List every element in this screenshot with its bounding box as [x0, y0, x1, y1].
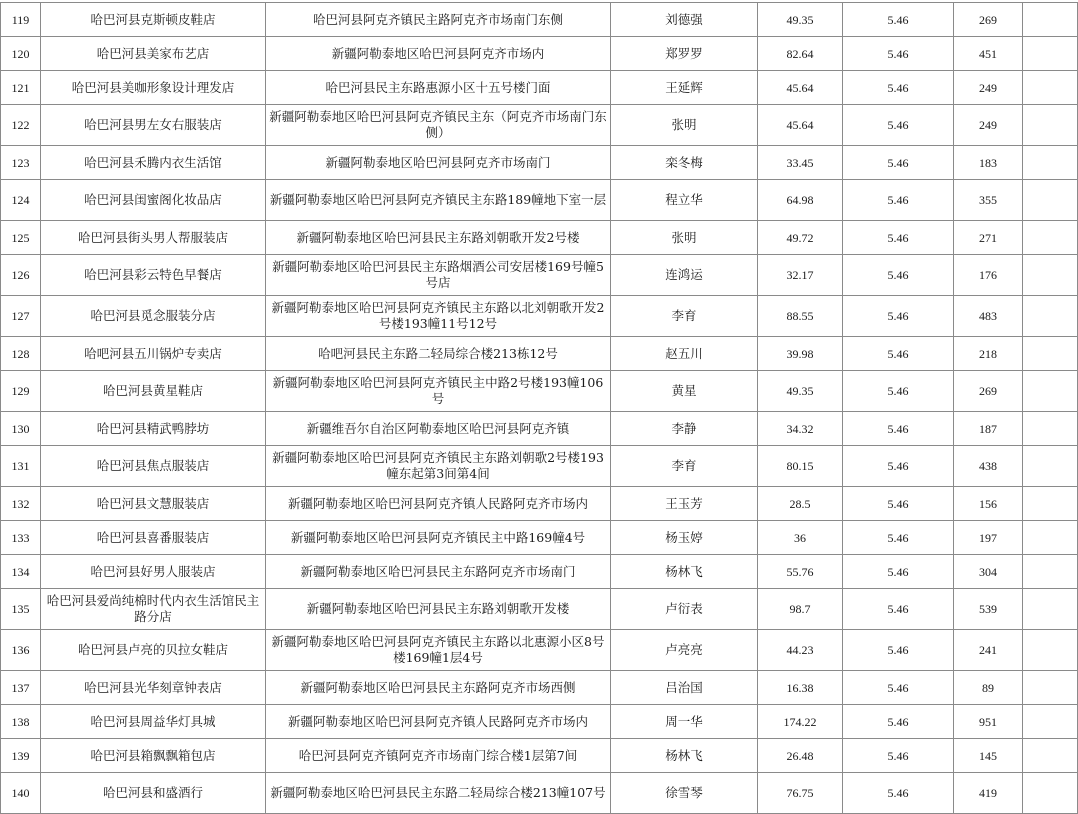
row-number-cell: 137 [1, 671, 41, 705]
rate-cell: 5.46 [843, 487, 954, 521]
row-number-cell: 139 [1, 739, 41, 773]
table-body [1, 3, 1078, 814]
extra-cell [1023, 446, 1078, 487]
amount-cell: 269 [954, 371, 1023, 412]
rate-cell: 5.46 [843, 555, 954, 589]
address-cell: 新疆阿勒泰地区哈巴河县民主东路二轻局综合楼213幢107号 [266, 773, 611, 814]
owner-cell: 张明 [611, 105, 758, 146]
table-row [1, 446, 1078, 487]
area-cell: 64.98 [758, 180, 843, 221]
row-number-cell: 121 [1, 71, 41, 105]
table-row [1, 146, 1078, 180]
row-number-cell: 122 [1, 105, 41, 146]
rate-cell: 5.46 [843, 146, 954, 180]
rate-cell: 5.46 [843, 296, 954, 337]
rate-cell: 5.46 [843, 705, 954, 739]
table-row [1, 739, 1078, 773]
area-cell: 28.5 [758, 487, 843, 521]
row-number-cell: 126 [1, 255, 41, 296]
row-number-cell: 134 [1, 555, 41, 589]
address-cell: 新疆阿勒泰地区哈巴河县民主东路阿克齐市场南门 [266, 555, 611, 589]
extra-cell [1023, 180, 1078, 221]
table-row [1, 296, 1078, 337]
table-row [1, 705, 1078, 739]
rate-cell: 5.46 [843, 412, 954, 446]
area-cell: 55.76 [758, 555, 843, 589]
address-cell: 哈巴河县阿克齐镇阿克齐市场南门综合楼1层第7间 [266, 739, 611, 773]
owner-cell: 张明 [611, 221, 758, 255]
address-cell: 新疆阿勒泰地区哈巴河县阿克齐镇民主中路169幢4号 [266, 521, 611, 555]
shop-name-cell: 哈巴河县精武鸭脖坊 [41, 412, 266, 446]
rate-cell: 5.46 [843, 521, 954, 555]
amount-cell: 89 [954, 671, 1023, 705]
row-number-cell: 131 [1, 446, 41, 487]
extra-cell [1023, 773, 1078, 814]
table-row [1, 105, 1078, 146]
address-cell: 新疆阿勒泰地区哈巴河县阿克齐镇民主东路刘朝歌2号楼193幢东起第3间第4间 [266, 446, 611, 487]
owner-cell: 周一华 [611, 705, 758, 739]
owner-cell: 李育 [611, 446, 758, 487]
amount-cell: 271 [954, 221, 1023, 255]
rate-cell: 5.46 [843, 71, 954, 105]
address-cell: 新疆维吾尔自治区阿勒泰地区哈巴河县阿克齐镇 [266, 412, 611, 446]
amount-cell: 249 [954, 105, 1023, 146]
address-cell: 新疆阿勒泰地区哈巴河县阿克齐镇人民路阿克齐市场内 [266, 487, 611, 521]
shop-name-cell: 哈巴河县光华刻章钟表店 [41, 671, 266, 705]
extra-cell [1023, 105, 1078, 146]
table-row [1, 71, 1078, 105]
row-number-cell: 132 [1, 487, 41, 521]
row-number-cell: 133 [1, 521, 41, 555]
address-cell: 新疆阿勒泰地区哈巴河县阿克齐镇民主东路以北刘朝歌开发2号楼193幢11号12号 [266, 296, 611, 337]
table-row [1, 773, 1078, 814]
area-cell: 33.45 [758, 146, 843, 180]
area-cell: 16.38 [758, 671, 843, 705]
row-number-cell: 138 [1, 705, 41, 739]
table-row [1, 3, 1078, 37]
extra-cell [1023, 671, 1078, 705]
row-number-cell: 135 [1, 589, 41, 630]
owner-cell: 栾冬梅 [611, 146, 758, 180]
address-cell: 新疆阿勒泰地区哈巴河县阿克齐镇民主东（阿克齐市场南门东侧） [266, 105, 611, 146]
shop-name-cell: 哈巴河县黄星鞋店 [41, 371, 266, 412]
extra-cell [1023, 739, 1078, 773]
table-row [1, 337, 1078, 371]
table-row [1, 589, 1078, 630]
table-row [1, 555, 1078, 589]
extra-cell [1023, 71, 1078, 105]
rate-cell: 5.46 [843, 589, 954, 630]
area-cell: 82.64 [758, 37, 843, 71]
address-cell: 新疆阿勒泰地区哈巴河县民主东路阿克齐市场西侧 [266, 671, 611, 705]
amount-cell: 197 [954, 521, 1023, 555]
owner-cell: 杨玉婷 [611, 521, 758, 555]
rate-cell: 5.46 [843, 630, 954, 671]
address-cell: 哈吧河县民主东路二轻局综合楼213栋12号 [266, 337, 611, 371]
extra-cell [1023, 255, 1078, 296]
amount-cell: 951 [954, 705, 1023, 739]
amount-cell: 187 [954, 412, 1023, 446]
address-cell: 新疆阿勒泰地区哈巴河县阿克齐市场南门 [266, 146, 611, 180]
amount-cell: 156 [954, 487, 1023, 521]
rate-cell: 5.46 [843, 371, 954, 412]
extra-cell [1023, 371, 1078, 412]
amount-cell: 539 [954, 589, 1023, 630]
area-cell: 88.55 [758, 296, 843, 337]
address-cell: 新疆阿勒泰地区哈巴河县民主东路刘朝歌开发2号楼 [266, 221, 611, 255]
rate-cell: 5.46 [843, 3, 954, 37]
extra-cell [1023, 487, 1078, 521]
amount-cell: 241 [954, 630, 1023, 671]
extra-cell [1023, 37, 1078, 71]
shop-name-cell: 哈巴河县美家布艺店 [41, 37, 266, 71]
shop-name-cell: 哈巴河县卢亮的贝拉女鞋店 [41, 630, 266, 671]
table-row [1, 521, 1078, 555]
rate-cell: 5.46 [843, 180, 954, 221]
rate-cell: 5.46 [843, 37, 954, 71]
shop-name-cell: 哈巴河县焦点服装店 [41, 446, 266, 487]
address-cell: 新疆阿勒泰地区哈巴河县阿克齐市场内 [266, 37, 611, 71]
owner-cell: 李育 [611, 296, 758, 337]
rate-cell: 5.46 [843, 255, 954, 296]
owner-cell: 李静 [611, 412, 758, 446]
owner-cell: 王延辉 [611, 71, 758, 105]
area-cell: 49.35 [758, 3, 843, 37]
owner-cell: 吕治国 [611, 671, 758, 705]
shop-name-cell: 哈巴河县和盛酒行 [41, 773, 266, 814]
owner-cell: 杨林飞 [611, 555, 758, 589]
amount-cell: 438 [954, 446, 1023, 487]
owner-cell: 王玉芳 [611, 487, 758, 521]
extra-cell [1023, 221, 1078, 255]
shop-name-cell: 哈巴河县爱尚纯棉时代内衣生活馆民主路分店 [41, 589, 266, 630]
table-row [1, 630, 1078, 671]
address-cell: 哈巴河县阿克齐镇民主路阿克齐市场南门东侧 [266, 3, 611, 37]
address-cell: 新疆阿勒泰地区哈巴河县阿克齐镇民主中路2号楼193幢106号 [266, 371, 611, 412]
amount-cell: 176 [954, 255, 1023, 296]
shop-name-cell: 哈巴河县箱飘飘箱包店 [41, 739, 266, 773]
area-cell: 39.98 [758, 337, 843, 371]
row-number-cell: 130 [1, 412, 41, 446]
area-cell: 174.22 [758, 705, 843, 739]
shop-name-cell: 哈巴河县男左女右服装店 [41, 105, 266, 146]
owner-cell: 赵五川 [611, 337, 758, 371]
table-row [1, 412, 1078, 446]
shop-name-cell: 哈巴河县喜番服装店 [41, 521, 266, 555]
amount-cell: 183 [954, 146, 1023, 180]
area-cell: 76.75 [758, 773, 843, 814]
extra-cell [1023, 3, 1078, 37]
shop-name-cell: 哈巴河县彩云特色早餐店 [41, 255, 266, 296]
rate-cell: 5.46 [843, 739, 954, 773]
extra-cell [1023, 705, 1078, 739]
address-cell: 新疆阿勒泰地区哈巴河县民主东路刘朝歌开发楼 [266, 589, 611, 630]
amount-cell: 249 [954, 71, 1023, 105]
rate-cell: 5.46 [843, 773, 954, 814]
amount-cell: 218 [954, 337, 1023, 371]
rate-cell: 5.46 [843, 671, 954, 705]
rate-cell: 5.46 [843, 221, 954, 255]
rate-cell: 5.46 [843, 337, 954, 371]
extra-cell [1023, 521, 1078, 555]
owner-cell: 黄星 [611, 371, 758, 412]
area-cell: 49.35 [758, 371, 843, 412]
row-number-cell: 128 [1, 337, 41, 371]
row-number-cell: 120 [1, 37, 41, 71]
row-number-cell: 125 [1, 221, 41, 255]
amount-cell: 304 [954, 555, 1023, 589]
extra-cell [1023, 146, 1078, 180]
row-number-cell: 123 [1, 146, 41, 180]
area-cell: 98.7 [758, 589, 843, 630]
shop-name-cell: 哈巴河县禾腾内衣生活馆 [41, 146, 266, 180]
owner-cell: 郑罗罗 [611, 37, 758, 71]
area-cell: 45.64 [758, 105, 843, 146]
row-number-cell: 119 [1, 3, 41, 37]
owner-cell: 刘德强 [611, 3, 758, 37]
amount-cell: 419 [954, 773, 1023, 814]
area-cell: 34.32 [758, 412, 843, 446]
row-number-cell: 124 [1, 180, 41, 221]
amount-cell: 269 [954, 3, 1023, 37]
row-number-cell: 136 [1, 630, 41, 671]
address-cell: 新疆阿勒泰地区哈巴河县民主东路烟酒公司安居楼169号幢5号店 [266, 255, 611, 296]
address-cell: 新疆阿勒泰地区哈巴河县阿克齐镇民主东路以北惠源小区8号楼169幢1层4号 [266, 630, 611, 671]
shop-name-cell: 哈巴河县克斯顿皮鞋店 [41, 3, 266, 37]
rate-cell: 5.46 [843, 446, 954, 487]
data-table [0, 2, 1078, 814]
table-row [1, 180, 1078, 221]
address-cell: 新疆阿勒泰地区哈巴河县阿克齐镇人民路阿克齐市场内 [266, 705, 611, 739]
area-cell: 45.64 [758, 71, 843, 105]
extra-cell [1023, 555, 1078, 589]
shop-name-cell: 哈巴河县美咖形象设计理发店 [41, 71, 266, 105]
shop-name-cell: 哈巴河县好男人服装店 [41, 555, 266, 589]
shop-name-cell: 哈巴河县街头男人帮服装店 [41, 221, 266, 255]
extra-cell [1023, 412, 1078, 446]
rate-cell: 5.46 [843, 105, 954, 146]
shop-name-cell: 哈巴河县闺蜜阁化妆品店 [41, 180, 266, 221]
shop-name-cell: 哈巴河县周益华灯具城 [41, 705, 266, 739]
shop-name-cell: 哈吧河县五川锅炉专卖店 [41, 337, 266, 371]
amount-cell: 145 [954, 739, 1023, 773]
area-cell: 44.23 [758, 630, 843, 671]
extra-cell [1023, 630, 1078, 671]
area-cell: 49.72 [758, 221, 843, 255]
table-row [1, 371, 1078, 412]
extra-cell [1023, 337, 1078, 371]
owner-cell: 连鸿运 [611, 255, 758, 296]
area-cell: 26.48 [758, 739, 843, 773]
extra-cell [1023, 589, 1078, 630]
address-cell: 哈巴河县民主东路惠源小区十五号楼门面 [266, 71, 611, 105]
amount-cell: 451 [954, 37, 1023, 71]
table-row [1, 487, 1078, 521]
row-number-cell: 140 [1, 773, 41, 814]
table-row [1, 671, 1078, 705]
shop-name-cell: 哈巴河县觅念服装分店 [41, 296, 266, 337]
extra-cell [1023, 296, 1078, 337]
area-cell: 32.17 [758, 255, 843, 296]
table-row [1, 37, 1078, 71]
table-row [1, 255, 1078, 296]
owner-cell: 杨林飞 [611, 739, 758, 773]
owner-cell: 卢亮亮 [611, 630, 758, 671]
row-number-cell: 127 [1, 296, 41, 337]
table-row [1, 221, 1078, 255]
owner-cell: 卢衍表 [611, 589, 758, 630]
shop-name-cell: 哈巴河县文慧服装店 [41, 487, 266, 521]
amount-cell: 355 [954, 180, 1023, 221]
amount-cell: 483 [954, 296, 1023, 337]
address-cell: 新疆阿勒泰地区哈巴河县阿克齐镇民主东路189幢地下室一层 [266, 180, 611, 221]
owner-cell: 徐雪琴 [611, 773, 758, 814]
owner-cell: 程立华 [611, 180, 758, 221]
area-cell: 36 [758, 521, 843, 555]
row-number-cell: 129 [1, 371, 41, 412]
area-cell: 80.15 [758, 446, 843, 487]
